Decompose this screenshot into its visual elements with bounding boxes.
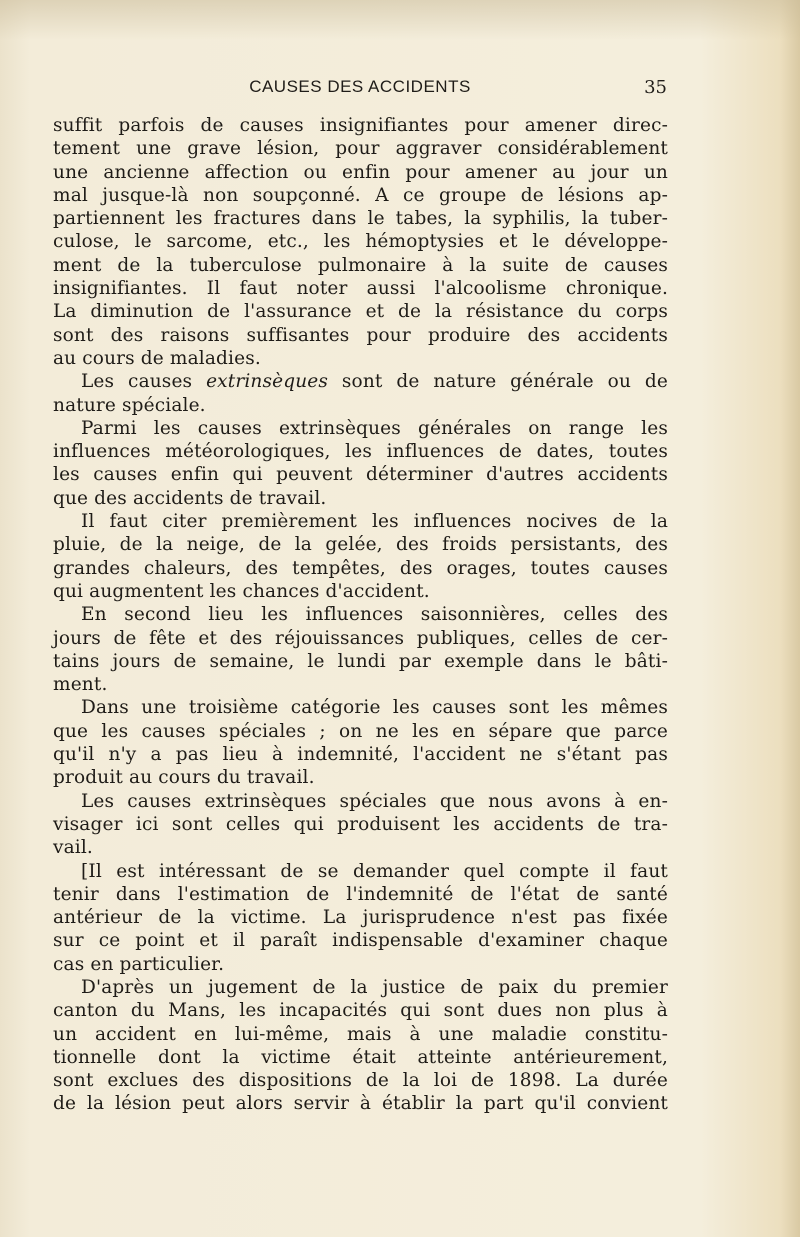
text-line: mal jusque-là non soupçonné. A ce groupe de lésions ap-	[53, 184, 668, 206]
text-line: produit au cours du travail.	[53, 767, 315, 789]
text-line: influences météorologiques, les influences de dates, toutes	[53, 441, 668, 463]
text-line: culose, le sarcome, etc., les hémoptysies et le développe-	[53, 231, 668, 253]
text-line: ment.	[53, 674, 108, 696]
text-line	[53, 370, 668, 393]
text-line: insignifiantes. Il faut noter aussi l'alcoolisme chronique.	[53, 278, 668, 300]
text-line: que les causes spéciales ; on ne les en sépare que parce	[53, 720, 668, 742]
text-line: les causes enfin qui peuvent déterminer d'autres accidents	[53, 464, 668, 486]
text-line: tionnelle dont la victime était atteinte antérieurement,	[53, 1046, 668, 1068]
italic-term: extrinsèques	[206, 371, 329, 393]
text-line: au cours de maladies.	[53, 347, 261, 369]
text-line: ment de la tuberculose pulmonaire à la suite de causes	[53, 254, 668, 276]
text-line: vail.	[53, 837, 93, 859]
text-fragment: sont de nature générale ou de	[328, 371, 668, 393]
text-line: suffit parfois de causes insignifiantes pour amener direc-	[53, 115, 668, 136]
text-line: tains jours de semaine, le lundi par exemple dans le bâti-	[53, 650, 668, 672]
running-title: CAUSES DES ACCIDENTS	[249, 77, 471, 96]
text-line: un accident en lui-même, mais à une maladie constitu-	[53, 1023, 668, 1045]
text-line: sur ce point et il paraît indispensable d'examiner chaque	[53, 930, 668, 952]
text-line: canton du Mans, les incapacités qui sont dues non plus à	[53, 1000, 668, 1022]
text-line: sont exclues des dispositions de la loi de 1898. La durée	[53, 1070, 668, 1092]
text-line: de la lésion peut alors servir à établir la part qu'il convient	[53, 1093, 668, 1115]
text-line: [Il est intéressant de se demander quel compte il faut	[81, 860, 668, 882]
text-line: tement une grave lésion, pour aggraver considérablement	[53, 138, 668, 160]
text-line: Les causes extrinsèques spéciales que nous avons à en-	[81, 790, 668, 812]
text-line: qu'il n'y a pas lieu à indemnité, l'accident ne s'étant pas	[53, 744, 668, 766]
text-fragment: Les causes	[81, 371, 207, 393]
text-line: Parmi les causes extrinsèques générales on range les	[81, 417, 668, 439]
text-line: D'après un jugement de la justice de paix du premier	[81, 976, 668, 998]
text-line: grandes chaleurs, des tempêtes, des orages, toutes causes	[53, 557, 668, 579]
text-line: partiennent les fractures dans le tabes, la syphilis, la tuber-	[53, 208, 668, 230]
text-line: tenir dans l'estimation de l'indemnité de l'état de santé	[53, 883, 668, 905]
text-line: visager ici sont celles qui produisent les accidents de tra-	[53, 813, 668, 835]
text-line: qui augmentent les chances d'accident.	[53, 580, 430, 602]
body-text	[53, 114, 668, 1116]
text-line: Dans une troisième catégorie les causes sont les mêmes	[81, 697, 668, 719]
text-line: que des accidents de travail.	[53, 487, 327, 509]
text-line: cas en particulier.	[53, 953, 225, 975]
page-edge-shadow	[0, 0, 800, 40]
text-line: nature spéciale.	[53, 394, 206, 416]
page-header	[55, 77, 665, 101]
text-line: Il faut citer premièrement les influences nocives de la	[81, 511, 668, 533]
text-line: pluie, de la neige, de la gelée, des froids persistants, des	[53, 534, 668, 556]
text-line: En second lieu les influences saisonnières, celles des	[81, 604, 668, 626]
text-line: sont des raisons suffisantes pour produire des accidents	[53, 324, 668, 346]
text-line: La diminution de l'assurance et de la résistance du corps	[53, 301, 668, 323]
page-number: 35	[644, 77, 667, 98]
text-line: jours de fête et des réjouissances publiques, celles de cer-	[53, 627, 668, 649]
text-line: une ancienne affection ou enfin pour amener au jour un	[53, 161, 668, 183]
text-line: antérieur de la victime. La jurisprudence n'est pas fixée	[53, 907, 668, 929]
